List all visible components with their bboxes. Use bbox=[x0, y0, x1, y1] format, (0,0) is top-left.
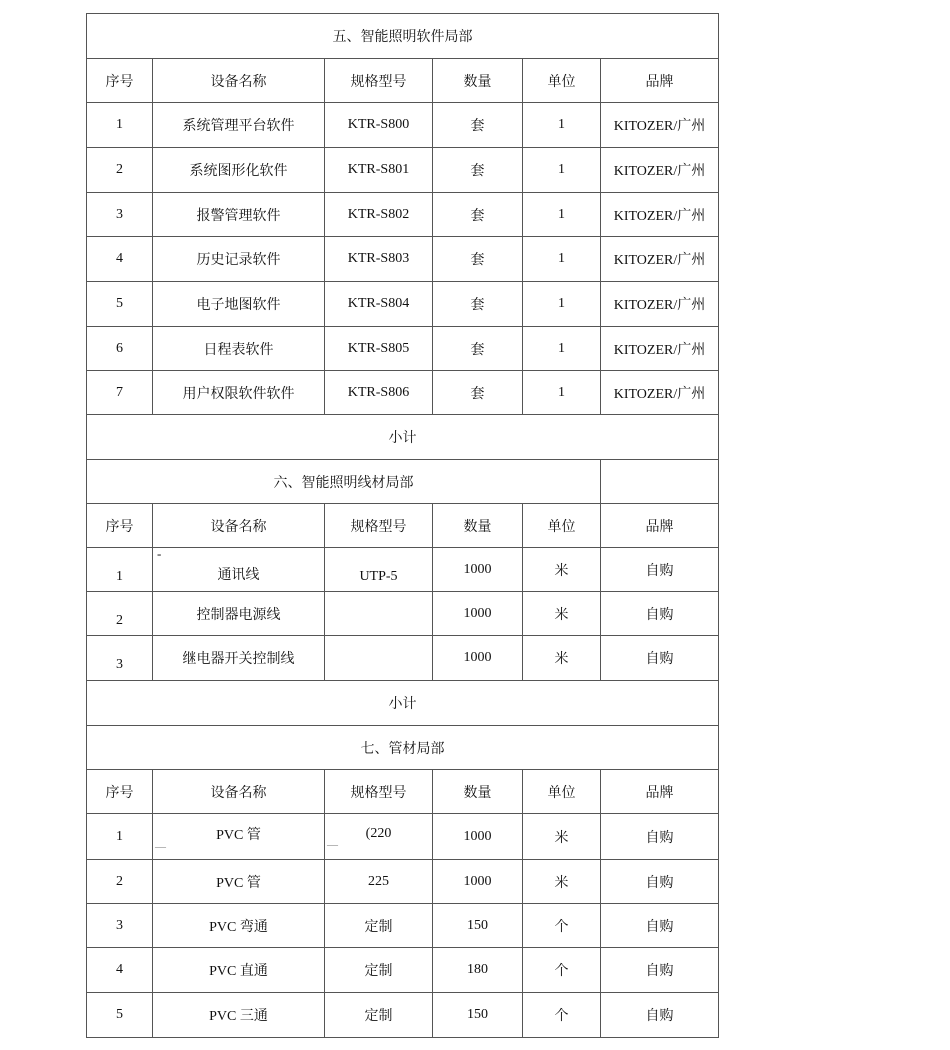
row-spec: 定制 bbox=[325, 904, 433, 948]
row-qty: 180 bbox=[433, 948, 523, 993]
row-spec: KTR-S802 bbox=[325, 193, 433, 237]
row-name: 历史记录软件 bbox=[153, 237, 325, 282]
row-brand: 自购 bbox=[601, 592, 719, 636]
row-spec-text: (220 bbox=[365, 825, 392, 841]
header-cell: 数量 bbox=[433, 504, 523, 548]
row-spec: 定制 bbox=[325, 948, 433, 993]
header-cell: 序号 bbox=[87, 59, 153, 103]
row-qty: 1000 bbox=[433, 592, 523, 636]
row-qty: 150 bbox=[433, 904, 523, 948]
header-cell: 序号 bbox=[87, 770, 153, 814]
row-unit: 1 bbox=[523, 148, 601, 193]
section-title: 五、智能照明软件局部 bbox=[87, 14, 719, 59]
header-cell: 数量 bbox=[433, 59, 523, 103]
header-row bbox=[87, 59, 719, 103]
row-qty: 套 bbox=[433, 193, 523, 237]
header-cell: 品牌 bbox=[601, 504, 719, 548]
table-row bbox=[87, 193, 719, 237]
row-mark: - bbox=[157, 547, 162, 561]
section-title: 七、管材局部 bbox=[87, 726, 719, 770]
row-qty: 1000 bbox=[433, 814, 523, 860]
header-cell: 品牌 bbox=[601, 770, 719, 814]
subtotal-row bbox=[87, 415, 719, 460]
row-no: 2 bbox=[87, 860, 153, 904]
row-no-text: 2 bbox=[116, 612, 123, 628]
row-spec-mark: — bbox=[327, 838, 338, 851]
row-brand: 自购 bbox=[601, 948, 719, 993]
row-qty: 套 bbox=[433, 237, 523, 282]
row-brand: KITOZER/广州 bbox=[601, 327, 719, 371]
row-spec: KTR-S806 bbox=[325, 371, 433, 415]
table-row bbox=[87, 904, 719, 948]
row-no-text: 1 bbox=[116, 568, 123, 584]
row-name: PVC 三通 bbox=[153, 993, 325, 1038]
header-cell: 规格型号 bbox=[325, 504, 433, 548]
table-row bbox=[87, 148, 719, 193]
row-brand: 自购 bbox=[601, 636, 719, 681]
row-qty: 1000 bbox=[433, 636, 523, 681]
row-brand: 自购 bbox=[601, 814, 719, 860]
row-unit: 1 bbox=[523, 371, 601, 415]
row-no: 2 bbox=[87, 148, 153, 193]
subtotal-label: 小计 bbox=[87, 415, 719, 460]
row-spec: KTR-S803 bbox=[325, 237, 433, 282]
row-unit: 米 bbox=[523, 548, 601, 592]
row-name-text: PVC 管 bbox=[216, 827, 261, 843]
empty-cell bbox=[601, 460, 719, 504]
row-no: 5 bbox=[87, 282, 153, 327]
row-spec bbox=[325, 592, 433, 636]
header-cell: 单位 bbox=[523, 770, 601, 814]
row-spec: 定制 bbox=[325, 993, 433, 1038]
row-name: PVC 直通 bbox=[153, 948, 325, 993]
row-no: 6 bbox=[87, 327, 153, 371]
row-spec bbox=[325, 814, 433, 860]
header-cell: 单位 bbox=[523, 504, 601, 548]
row-unit: 1 bbox=[523, 193, 601, 237]
header-cell: 设备名称 bbox=[153, 59, 325, 103]
row-no: 4 bbox=[87, 948, 153, 993]
row-unit: 个 bbox=[523, 993, 601, 1038]
row-no: 3 bbox=[87, 904, 153, 948]
row-unit: 米 bbox=[523, 636, 601, 681]
header-cell: 规格型号 bbox=[325, 770, 433, 814]
row-qty: 1000 bbox=[433, 860, 523, 904]
row-name-text: 通讯线 bbox=[217, 567, 260, 583]
row-name bbox=[153, 548, 325, 592]
row-no bbox=[87, 636, 153, 681]
row-name: 系统图形化软件 bbox=[153, 148, 325, 193]
row-qty: 150 bbox=[433, 993, 523, 1038]
row-unit: 个 bbox=[523, 948, 601, 993]
header-cell: 设备名称 bbox=[153, 770, 325, 814]
header-row bbox=[87, 770, 719, 814]
row-name: 日程表软件 bbox=[153, 327, 325, 371]
row-name bbox=[153, 814, 325, 860]
subtotal-label: 小计 bbox=[87, 681, 719, 726]
row-brand: 自购 bbox=[601, 993, 719, 1038]
row-no: 7 bbox=[87, 371, 153, 415]
table-row bbox=[87, 860, 719, 904]
row-unit: 1 bbox=[523, 237, 601, 282]
table-row bbox=[87, 103, 719, 148]
row-qty: 1000 bbox=[433, 548, 523, 592]
table-row bbox=[87, 282, 719, 327]
row-qty: 套 bbox=[433, 148, 523, 193]
row-qty: 套 bbox=[433, 327, 523, 371]
subtotal-row bbox=[87, 681, 719, 726]
row-unit: 米 bbox=[523, 592, 601, 636]
row-name: 继电器开关控制线 bbox=[153, 636, 325, 681]
row-name: 用户权限软件软件 bbox=[153, 371, 325, 415]
table-row bbox=[87, 327, 719, 371]
row-unit: 1 bbox=[523, 103, 601, 148]
row-unit: 个 bbox=[523, 904, 601, 948]
row-no: 1 bbox=[87, 814, 153, 860]
row-unit: 1 bbox=[523, 327, 601, 371]
table-row bbox=[87, 371, 719, 415]
row-no: 3 bbox=[87, 193, 153, 237]
row-unit: 米 bbox=[523, 860, 601, 904]
section-title-row bbox=[87, 14, 719, 59]
row-name: 系统管理平台软件 bbox=[153, 103, 325, 148]
row-unit: 1 bbox=[523, 282, 601, 327]
row-brand: 自购 bbox=[601, 904, 719, 948]
table-row bbox=[87, 548, 719, 592]
header-cell: 规格型号 bbox=[325, 59, 433, 103]
row-no: 4 bbox=[87, 237, 153, 282]
row-qty: 套 bbox=[433, 371, 523, 415]
row-qty: 套 bbox=[433, 282, 523, 327]
table-row bbox=[87, 636, 719, 681]
row-name: 报警管理软件 bbox=[153, 193, 325, 237]
row-name: PVC 管 bbox=[153, 860, 325, 904]
row-brand: KITOZER/广州 bbox=[601, 282, 719, 327]
section-title: 六、智能照明线材局部 bbox=[87, 460, 601, 504]
row-spec: KTR-S801 bbox=[325, 148, 433, 193]
table-row bbox=[87, 993, 719, 1038]
row-unit: 米 bbox=[523, 814, 601, 860]
table-row bbox=[87, 592, 719, 636]
row-no bbox=[87, 592, 153, 636]
row-spec: KTR-S805 bbox=[325, 327, 433, 371]
row-spec bbox=[325, 636, 433, 681]
row-spec: 225 bbox=[325, 860, 433, 904]
header-cell: 数量 bbox=[433, 770, 523, 814]
row-brand: KITOZER/广州 bbox=[601, 371, 719, 415]
row-no-text: 3 bbox=[116, 657, 123, 672]
row-brand: KITOZER/广州 bbox=[601, 103, 719, 148]
row-no: 1 bbox=[87, 103, 153, 148]
section-title-row bbox=[87, 460, 719, 504]
row-spec-text: UTP-5 bbox=[359, 568, 398, 584]
row-brand: KITOZER/广州 bbox=[601, 148, 719, 193]
row-name: PVC 弯通 bbox=[153, 904, 325, 948]
header-row bbox=[87, 504, 719, 548]
row-name: 控制器电源线 bbox=[153, 592, 325, 636]
table-row bbox=[87, 814, 719, 860]
row-name-mark: — bbox=[155, 840, 166, 853]
row-name: 电子地图软件 bbox=[153, 282, 325, 327]
row-spec: KTR-S800 bbox=[325, 103, 433, 148]
header-cell: 序号 bbox=[87, 504, 153, 548]
row-spec: KTR-S804 bbox=[325, 282, 433, 327]
header-cell: 品牌 bbox=[601, 59, 719, 103]
row-no bbox=[87, 548, 153, 592]
section-title-row bbox=[87, 726, 719, 770]
table-row bbox=[87, 237, 719, 282]
row-brand: 自购 bbox=[601, 548, 719, 592]
row-qty: 套 bbox=[433, 103, 523, 148]
table-row bbox=[87, 948, 719, 993]
row-brand: KITOZER/广州 bbox=[601, 193, 719, 237]
equipment-list-table bbox=[86, 13, 719, 1038]
row-no: 5 bbox=[87, 993, 153, 1038]
header-cell: 设备名称 bbox=[153, 504, 325, 548]
header-cell: 单位 bbox=[523, 59, 601, 103]
row-spec bbox=[325, 548, 433, 592]
row-brand: 自购 bbox=[601, 860, 719, 904]
row-brand: KITOZER/广州 bbox=[601, 237, 719, 282]
